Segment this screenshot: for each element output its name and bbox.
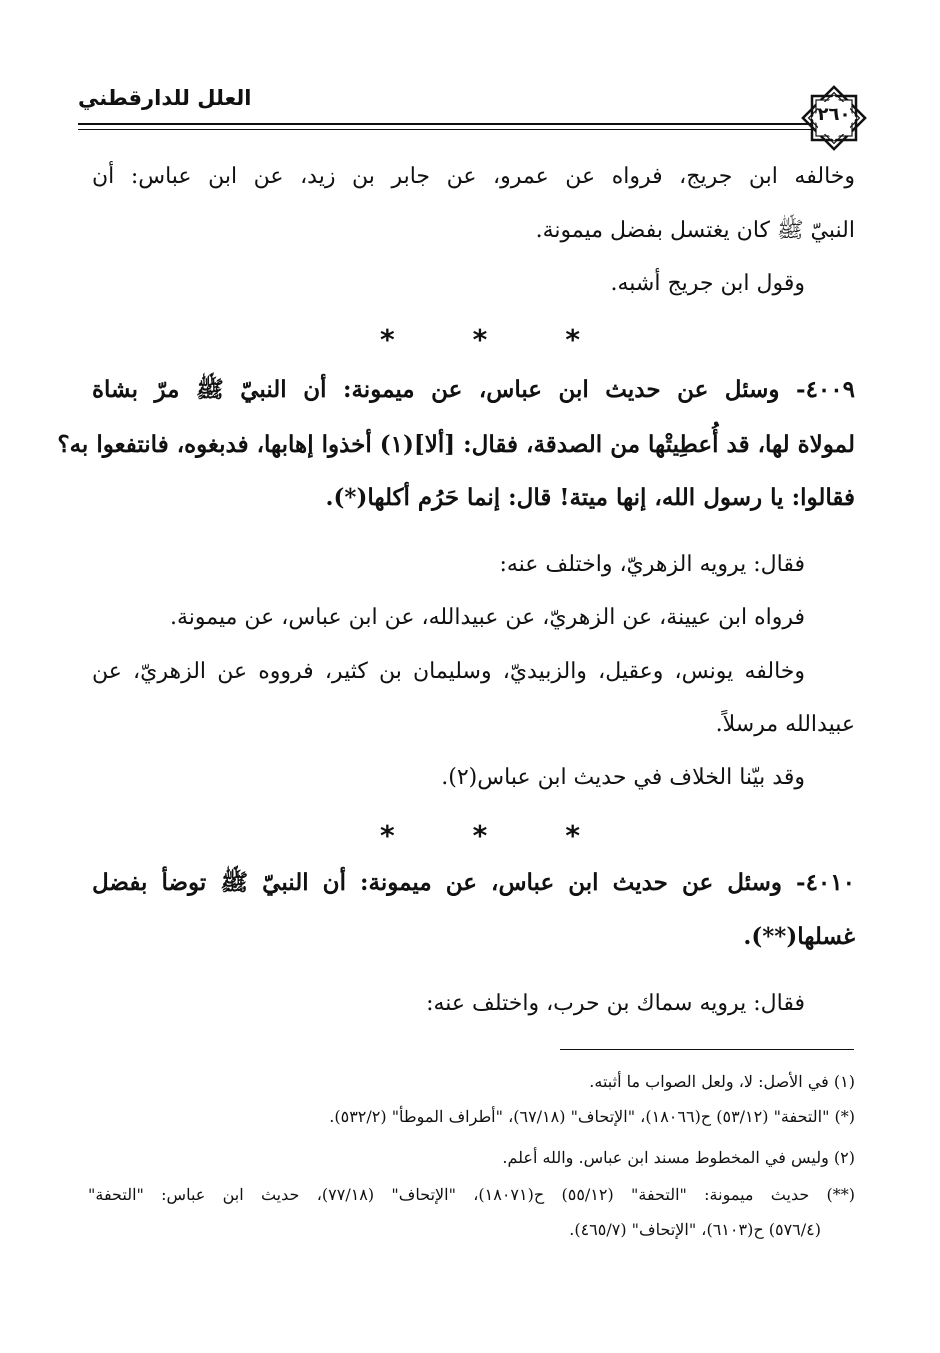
separator-star: * (565, 323, 580, 356)
section-separator (380, 819, 580, 852)
footnote: (٢) وليس في المخطوط مسند ابن عباس. والله أعلم. (502, 1148, 855, 1167)
hadith-4010-text: ٤٠١٠- وسئل عن حديث ابن عباس، عن ميمونة: أن النبيّ ﷺ توضأ بفضل (92, 869, 855, 896)
header-rule-thin (78, 129, 840, 130)
text-line: فرواه ابن عيينة، عن الزهريّ، عن عبيدالله، عن ابن عباس، عن ميمونة. (169, 605, 805, 630)
footnote-separator (560, 1049, 854, 1050)
hadith-4009-text: فقالوا: يا رسول الله، إنها ميتة! قال: إنما حَرُم أكلها(*). (325, 484, 855, 511)
hadith-4010-text: غسلها(**). (743, 923, 855, 950)
text-line: وخالفه يونس، وعقيل، والزبيديّ، وسليمان بن كثير، فرووه عن الزهريّ، عن (92, 659, 805, 684)
section-separator (380, 323, 580, 356)
separator-star: * (565, 819, 580, 852)
text-line: وقول ابن جريج أشبه. (610, 271, 805, 296)
text-line: وخالفه ابن جريج، فرواه عن عمرو، عن جابر بن زيد، عن ابن عباس: أن (92, 164, 855, 189)
separator-star: * (472, 323, 488, 356)
separator-star: * (380, 323, 395, 356)
footnote: (**) حديث ميمونة: "التحفة" (٥٥/١٢) ح(١٨٠٧١)، "الإتحاف" (٧٧/١٨)، حديث ابن عباس: "التحفة" (88, 1185, 856, 1204)
header-rule (78, 123, 840, 125)
text-line: فقال: يرويه سماك بن حرب، واختلف عنه: (426, 991, 805, 1016)
hadith-4009-text: ٤٠٠٩- وسئل عن حديث ابن عباس، عن ميمونة: أن النبيّ ﷺ مرّ بشاة (92, 376, 855, 403)
page-number-badge (798, 82, 870, 154)
text-line: فقال: يرويه الزهريّ، واختلف عنه: (499, 552, 805, 577)
hadith-4009-text: لمولاة لها، قد أُعطِيتْها من الصدقة، فقال: [ألا](١) أخذوا إهابها، فدبغوه، فانتفعوا به؟ (57, 431, 855, 458)
separator-star: * (472, 819, 488, 852)
footnote: (١) في الأصل: لا، ولعل الصواب ما أثبته. (589, 1072, 855, 1091)
separator-star: * (380, 819, 395, 852)
running-title: العلل للدارقطني (78, 86, 252, 110)
text-line: وقد بيّنا الخلاف في حديث ابن عباس(٢). (441, 765, 805, 790)
footnote: (٥٧٦/٤) ح(٦١٠٣)، "الإتحاف" (٤٦٥/٧). (569, 1220, 821, 1239)
text-line: عبيدالله مرسلاً. (715, 712, 855, 737)
footnote: (*) "التحفة" (٥٣/١٢) ح(١٨٠٦٦)، "الإتحاف" (٦٧/١٨)، "أطراف الموطأ" (٥٣٢/٢). (329, 1107, 855, 1126)
page-number: ٢٦٠ (817, 104, 851, 125)
text-line: النبيّ ﷺ كان يغتسل بفضل ميمونة. (535, 218, 855, 243)
